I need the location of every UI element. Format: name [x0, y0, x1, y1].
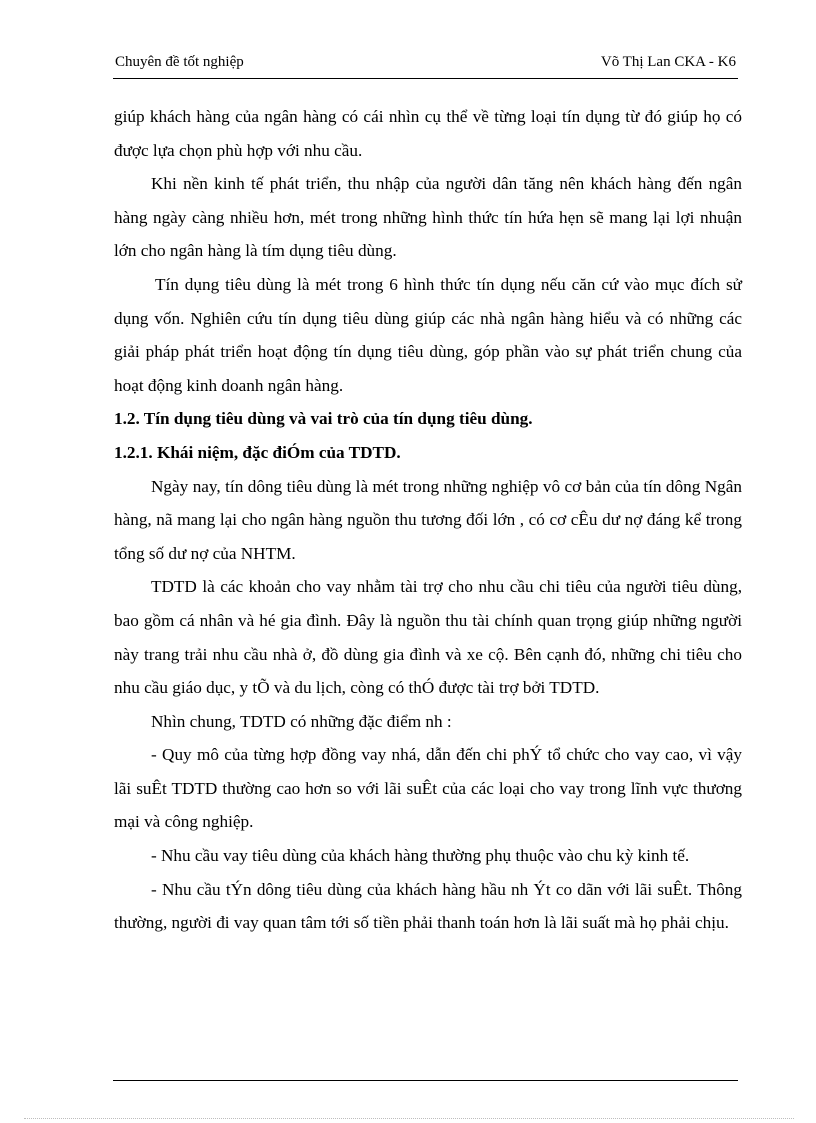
- list-item-scale: - Quy mô của từng hợp đồng vay nhá, dẫn đến chi phÝ tổ chức cho vay cao, vì vậy lãi suÊt TDTD thường cao hơn so với lãi suÊt của các loại cho vay trong lĩnh vực thương mại và công nghiệp.: [114, 745, 742, 832]
- header-document-title: Chuyên đề tốt nghiệp: [115, 54, 244, 70]
- header-author: Võ Thị Lan CKA - K6: [600, 54, 736, 70]
- paragraph-tdtd-definition: TDTD là các khoản cho vay nhằm tài trợ cho nhu cầu chi tiêu của người tiêu dùng, bao gồm cá nhân và hé gia đình. Đây là nguồn thu tài chính quan trọng giúp những người này trang trải nhu cầu nhà ở, đồ dùng gia đình và xe cộ. Bên cạnh đó, những chi tiêu cho nhu cầu giáo dục, y tÕ và du lịch, còng có thÓ được tài trợ bởi TDTD.: [114, 577, 742, 698]
- paragraph-continuation: giúp khách hàng của ngân hàng có cái nhìn cụ thể về từng loại tín dụng từ đó giúp họ có được lựa chọn phù hợp với nhu cầu.: [114, 107, 742, 160]
- section-heading-1-2-1: 1.2.1. Khái niệm, đặc điÓm của TDTD.: [114, 442, 401, 462]
- list-item-economic-cycle: - Nhu cầu vay tiêu dùng của khách hàng thường phụ thuộc vào chu kỳ kinh tế.: [151, 846, 690, 866]
- section-heading-1-2: 1.2. Tín dụng tiêu dùng và vai trò của tín dụng tiêu dùng.: [114, 409, 533, 429]
- paragraph-economy: Khi nền kinh tế phát triển, thu nhập của người dân tăng nên khách hàng đến ngân hàng ngày càng nhiều hơn, mét trong những hình thức tín hứa hẹn sẽ mang lại lợi nhuận lớn cho ngân hàng là tím dụng tiêu dùng.: [114, 174, 742, 261]
- document-body: [114, 100, 742, 940]
- paragraph-characteristics-intro: Nhìn chung, TDTD có những đặc điểm nh :: [151, 711, 452, 731]
- page-header: [115, 52, 738, 74]
- header-rule: [113, 78, 738, 79]
- list-item-interest-elasticity: - Nhu cầu tÝn dông tiêu dùng của khách hàng hầu nh Ýt co dãn với lãi suÊt. Thông thường, người đi vay quan tâm tới số tiền phải thanh toán hơn là lãi suất mà họ phải chịu.: [114, 879, 742, 933]
- footer-rule: [113, 1080, 738, 1081]
- page-edge: [24, 1118, 794, 1119]
- paragraph-nowadays: Ngày nay, tín dông tiêu dùng là mét trong những nghiệp vô cơ bản của tín dông Ngân hàng, nã mang lại cho ngân hàng nguồn thu tương đối lớn , có cơ cÊu dư nợ đáng kể trong tổng số dư nợ của NHTM.: [114, 476, 742, 563]
- paragraph-credit-forms: Tín dụng tiêu dùng là mét trong 6 hình thức tín dụng nếu căn cứ vào mục đích sử dụng vốn. Nghiên cứu tín dụng tiêu dùng giúp các nhà ngân hàng hiểu và có những các giải pháp phát triển hoạt động tín dụng tiêu dùng, góp phần vào sự phát triển chung của hoạt động kinh doanh ngân hàng.: [114, 274, 742, 395]
